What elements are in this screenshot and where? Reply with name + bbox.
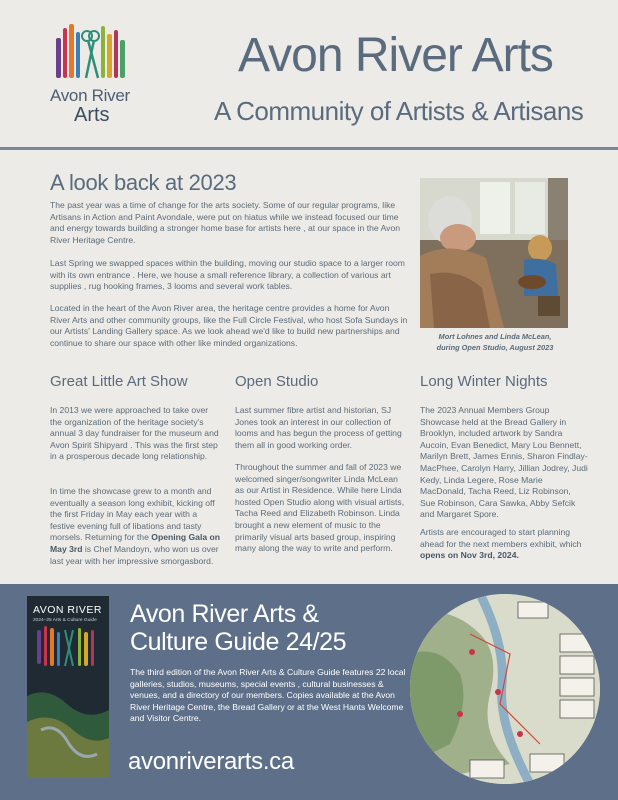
area-map [410,594,600,784]
guide-title-line-2: Culture Guide 24/25 [130,628,347,656]
caption-line-1: Mort Lohnes and Linda McLean, [438,332,552,341]
guide-title-line-1: Avon River Arts & [130,600,319,628]
guide-cover-subtitle: 2024–25 Arts & Culture Guide [33,618,97,623]
lookback-heading: A look back at 2023 [50,170,237,195]
art-show-paragraph-1: In 2013 we were approached to take over the organization of the heritage society's annual 3 day fundraiser for the museum and Avon Spirit Shipyard . This was the first step in a prosperous decade long relationship. [50,405,219,462]
guide-cover-art-icon [27,626,109,778]
open-studio-paragraph-1: Last summer fibre artist and historian, SJ Jones took an interest in our collection of looms and has begun the process of getting them all in good working order. [235,405,402,450]
logo [50,22,130,126]
opening-gala-highlight: Opening Gala on May 3rd [50,532,221,554]
logo-text-line1: Avon River [50,86,130,105]
header-divider [0,147,618,150]
art-show-text-end: is Chef Mandoyn, who won us over last year with her impressive smorgasbord. [50,543,219,566]
header [0,0,618,160]
guide-description: The third edition of the Avon River Arts & Culture Guide features 22 local galleries, studios, museums, special events , cultural businesses & venues, and a directory of our members. Copies available at the Avon River Heritage Centre, the Bread Gallery or at the West Hants Welcome and Visitor Centre. [130,667,406,724]
winter-nights-paragraph-1: The 2023 Annual Members Group Showcase held at the Bread Gallery in Brooklyn, included artwork by Sandra Aucoin, Evan Benedict, Mary Lou Bennett, Marilyn Brett, James Ennis, Sharon Findlay-MacPhee, Carolyn Harry, Jillian Jodrey, Judi Kedy, Linda Legere, Rose Marie MacDonald, Tacha Reed, Liz Robinson, Sue Robinson, Cara Sawka, Abby Sefcik and Margaret Spore. [420,405,588,520]
exhibit-date-highlight: opens on Nov 3rd, 2024. [420,550,519,561]
guide-cover-title: AVON RIVER [33,604,102,616]
lookback-paragraph-3: Located in the heart of the Avon River area, the heritage centre provides a home for Avon River Arts and other community groups, like the Full Circle Festival, who host Sofa Sundays in our Artists' Landing Gallery space. As we look ahead we'd like to build new partnerships and continue to share our space with other like minded organizations. [50,303,408,348]
art-tools-logo-icon [54,22,128,84]
lookback-paragraph-1: The past year was a time of change for the arts society. Some of our regular programs, like Artisans in Action and Paint Avondale, were put on hiatus while we instead focused our time and energy towards building a stronger home base for artists here , at our space in the Avon River Heritage Centre. [50,200,401,245]
art-show-text: In time the showcase grew to a month and eventually a season long exhibit, kicking off the first Friday in May each year with a festive evening full of libations and tasty morsels. Returning for the [50,486,215,543]
lookback-paragraph-2: Last Spring we swapped spaces within the building, moving our studio space to a larger room with its own entrance . Here, we house a small reference library, a collection of various art supplies , rug hooking frames, 3 looms and several work tables. [50,258,405,292]
open-studio-heading: Open Studio [235,373,319,390]
photo-illustration [420,178,568,328]
website-link[interactable]: avonriverarts.ca [128,748,294,775]
photo-caption [418,332,572,353]
guide-cover [27,596,109,778]
long-winter-nights-heading: Long Winter Nights [420,373,548,390]
logo-text-line2: Arts [74,104,110,126]
art-show-paragraph-2 [50,486,222,567]
winter-nights-paragraph-2 [420,527,588,562]
open-studio-photo [420,178,568,328]
winter-nights-text: Artists are encouraged to start planning ahead for the next members exhibit, which [420,527,582,549]
great-little-art-show-heading: Great Little Art Show [50,373,188,390]
open-studio-paragraph-2: Throughout the summer and fall of 2023 we welcomed singer/songwriter Linda McLean as our Artist in Residence. While here Linda hosted Open Studio along with visual artists, Tacha Reed and Elizabeth Robinson. Linda brought a new element of music to the primarily visual arts based group, inspiring many along the way to write and perform. [235,462,405,554]
caption-line-2: during Open Studio, August 2023 [436,342,554,352]
map-illustration [410,594,600,784]
page-title: Avon River Arts [238,29,553,82]
page-subtitle: A Community of Artists & Artisans [214,96,584,126]
